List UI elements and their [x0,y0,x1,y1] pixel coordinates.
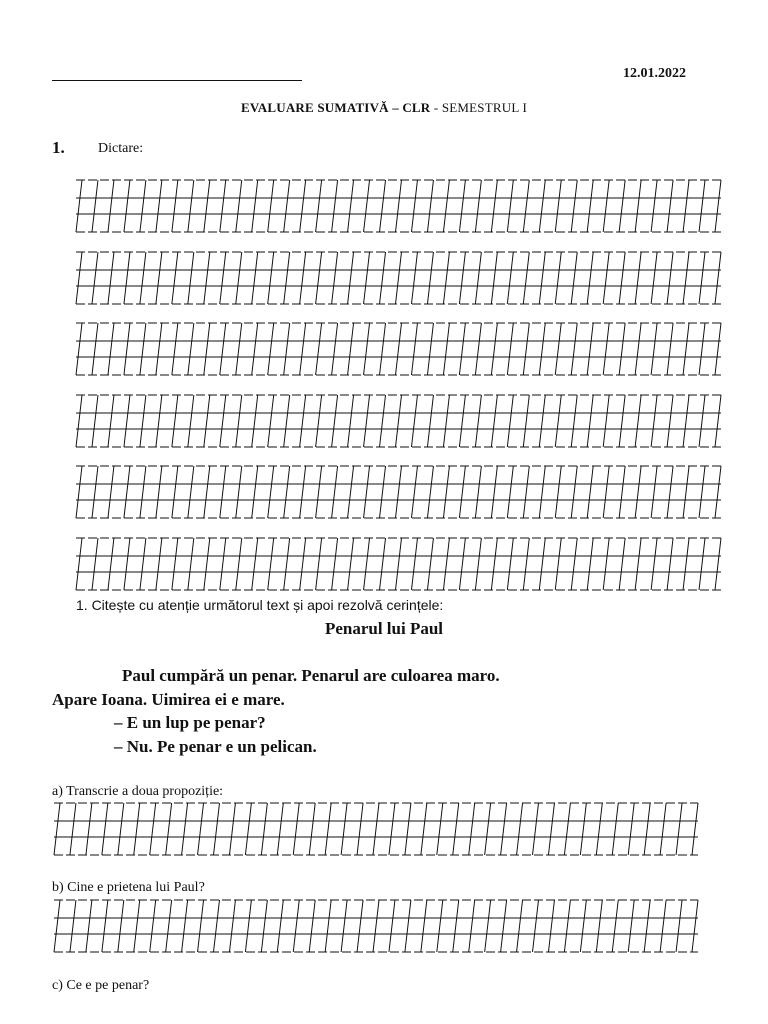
dictation-grid-6[interactable] [76,537,721,593]
question-a: a) Transcrie a doua propoziție: [52,784,224,799]
title-main: EVALUARE SUMATIVĂ – CLR [241,100,431,115]
story-line: Paul cumpără un penar. Penarul are culoarea maro. [122,666,500,685]
page-title [0,100,768,116]
story-title: Penarul lui Paul [324,619,444,638]
story-line: – Nu. Pe penar e un pelican. [114,737,317,756]
dictation-grid-5[interactable] [76,465,721,521]
title-semester: - SEMESTRUL I [430,100,527,115]
section-number: 1. [52,138,65,157]
dictation-grid-3[interactable] [76,322,721,378]
test-date: 12.01.2022 [623,66,686,81]
student-name-line[interactable] [52,80,302,81]
question-b: b) Cine e prietena lui Paul? [52,880,205,895]
dictation-grid-2[interactable] [76,251,721,307]
reading-instruction: 1. Citește cu atenție următorul text și apoi rezolvă cerințele: [76,597,444,613]
story-line: Apare Ioana. Uimirea ei e mare. [52,690,285,709]
dictation-grid-1[interactable] [76,179,721,235]
dictation-grid-4[interactable] [76,394,721,450]
question-c: c) Ce e pe penar? [52,978,150,993]
story-line: – E un lup pe penar? [114,713,266,732]
answer-grid-a[interactable] [54,802,698,858]
section-label: Dictare: [98,141,144,156]
answer-grid-b[interactable] [54,899,698,955]
